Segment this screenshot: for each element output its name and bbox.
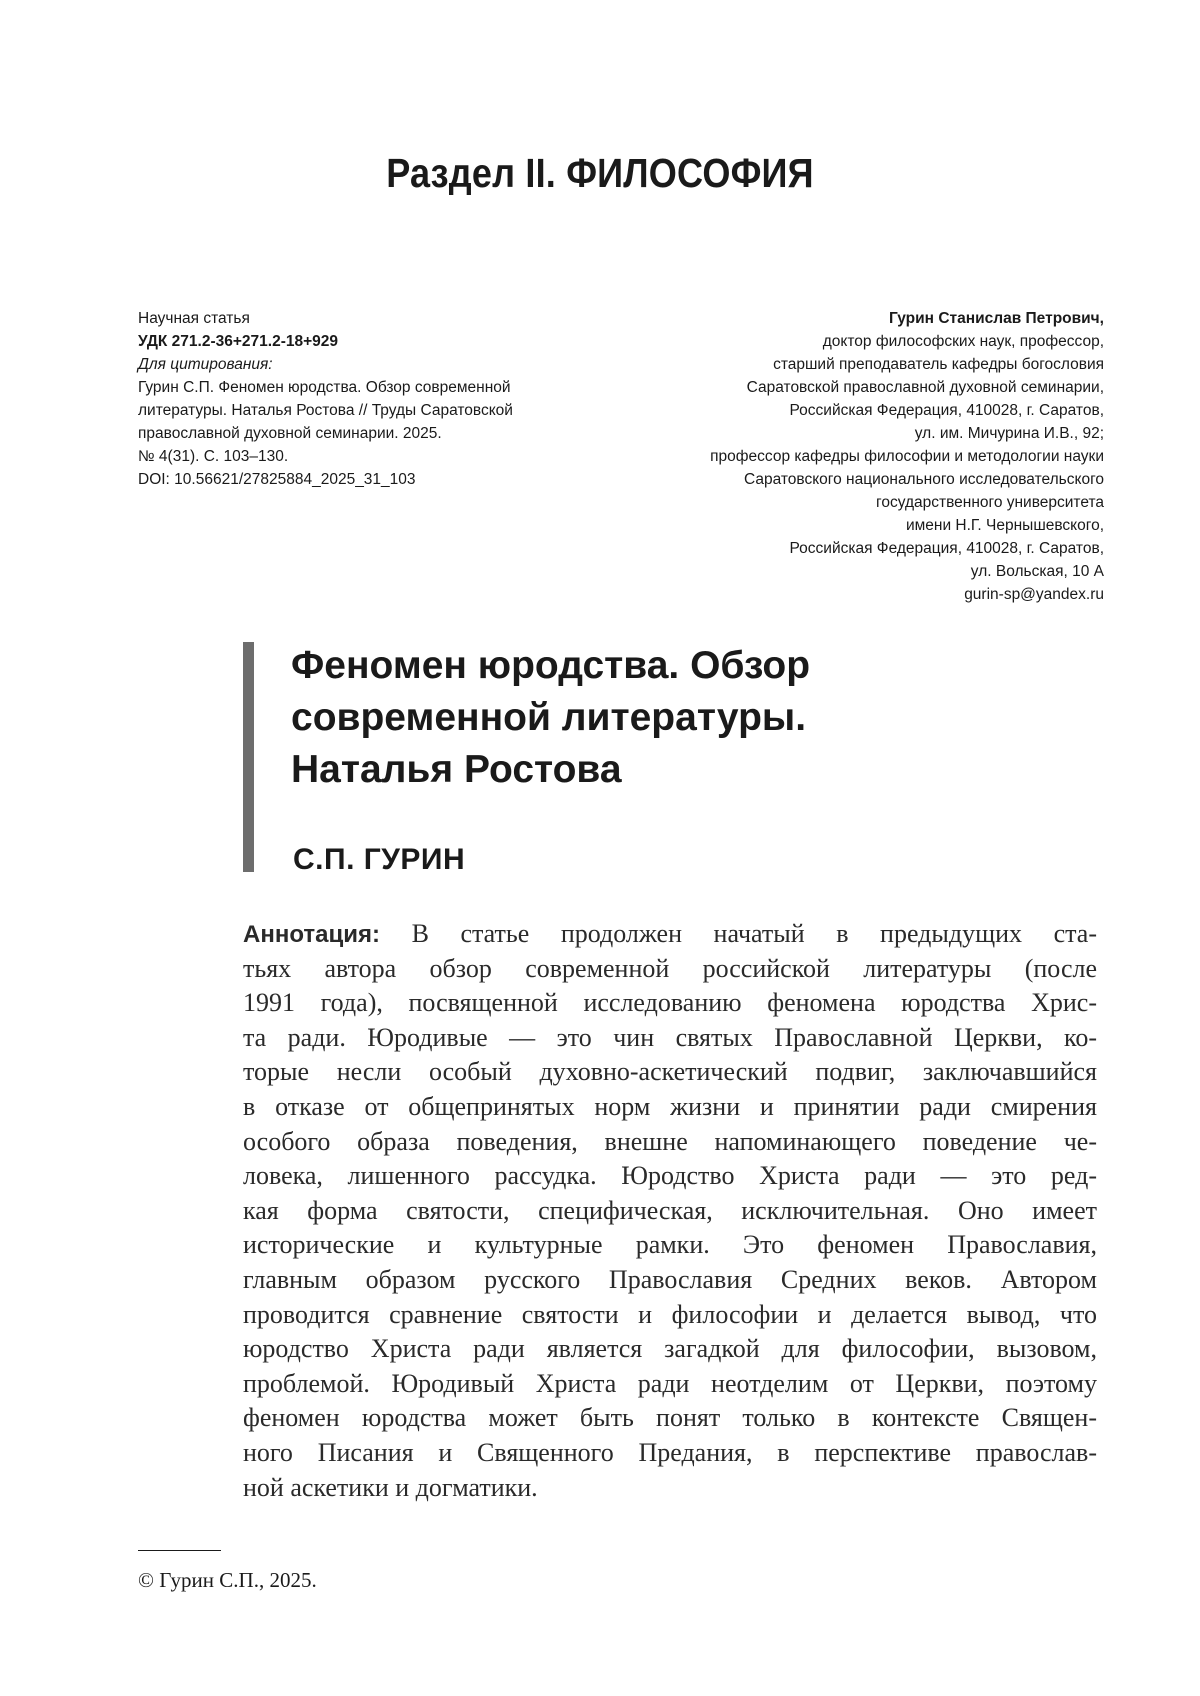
article-title-line: Наталья Ростова [291,748,622,791]
abstract-line: ловека, лишенного рассудка. Юродство Христа ради — это ред- [243,1161,1097,1191]
abstract-line: тьях автора обзор современной российской литературы (после [243,953,1097,983]
title-accent-bar [243,642,254,872]
copyright-footnote: © Гурин С.П., 2025. [138,1568,317,1592]
author-full-name: Гурин Станислав Петрович, [889,310,1104,327]
abstract-text: В статье продолжен начатый в предыдущих ста- [411,919,1097,948]
citation-line: Гурин С.П. Феномен юродства. Обзор современной [138,379,511,396]
section-heading: Раздел II. ФИЛОСОФИЯ [386,150,814,196]
doi: DOI: 10.56621/27825884_2025_31_103 [138,471,416,488]
citation-line: литературы. Наталья Ростова // Труды Саратовской [138,402,513,419]
abstract-line: в отказе от общепринятых норм жизни и принятии ради смирения [243,1091,1097,1121]
article-title-line: современной литературы. [291,696,807,739]
abstract-line: ной аскетики и догматики. [243,1472,538,1502]
citation-label: Для цитирования: [138,356,273,373]
abstract-line: феномен юродства может быть понят только в контексте Священ- [243,1403,1097,1433]
article-type: Научная статья [138,310,250,327]
author-info-line: Российская Федерация, 410028, г. Саратов, [789,402,1104,419]
abstract-line: та ради. Юродивые — это чин святых Православной Церкви, ко- [243,1022,1097,1052]
abstract-line: исторические и культурные рамки. Это феномен Православия, [243,1230,1097,1260]
author-info-line: ул. им. Мичурина И.В., 92; [914,425,1104,442]
article-title [291,640,1011,796]
author-info-line: Саратовского национального исследовательского [743,471,1104,488]
author-byline: С.П. ГУРИН [293,843,466,876]
udk-code: УДК 271.2-36+271.2-18+929 [138,333,339,350]
author-info-line: Российская Федерация, 410028, г. Саратов, [789,540,1104,557]
author-info [584,307,1104,606]
abstract-line: кая форма святости, специфическая, исключительная. Оно имеет [243,1195,1097,1225]
citation-line: православной духовной семинарии. 2025. [138,425,442,442]
abstract-line: особого образа поведения, внешне напоминающего поведение че- [243,1126,1097,1156]
abstract-line: 1991 года), посвященной исследованию феномена юродства Хрис- [243,988,1097,1018]
abstract-line: главным образом русского Православия Средних веков. Автором [243,1264,1097,1294]
abstract-line: проблемой. Юродивый Христа ради неотделим от Церкви, поэтому [243,1368,1097,1398]
author-info-line: доктор философских наук, профессор, [822,333,1104,350]
abstract [243,917,1097,1505]
article-meta [138,307,568,491]
abstract-line: проводится сравнение святости и философии и делается вывод, что [243,1299,1097,1329]
author-email: gurin-sp@yandex.ru [964,586,1104,603]
abstract-line: торые несли особый духовно-аскетический подвиг, заключавшийся [243,1057,1097,1087]
abstract-line: ного Писания и Священного Предания, в перспективе православ- [243,1437,1097,1467]
author-info-line: Саратовской православной духовной семинарии, [746,379,1104,396]
abstract-first-line [243,917,1097,952]
author-info-line: старший преподаватель кафедры богословия [773,356,1104,373]
citation-line: № 4(31). С. 103–130. [138,448,289,465]
author-info-line: ул. Вольская, 10 А [970,563,1104,580]
author-info-line: профессор кафедры философии и методологии науки [710,448,1104,465]
article-title-line: Феномен юродства. Обзор [291,644,811,687]
abstract-line: юродство Христа ради является загадкой для философии, вызовом, [243,1334,1097,1364]
footnote-divider [138,1550,221,1551]
author-info-line: имени Н.Г. Чернышевского, [905,517,1104,534]
author-info-line: государственного университета [876,494,1104,511]
abstract-label: Аннотация: [243,921,380,948]
